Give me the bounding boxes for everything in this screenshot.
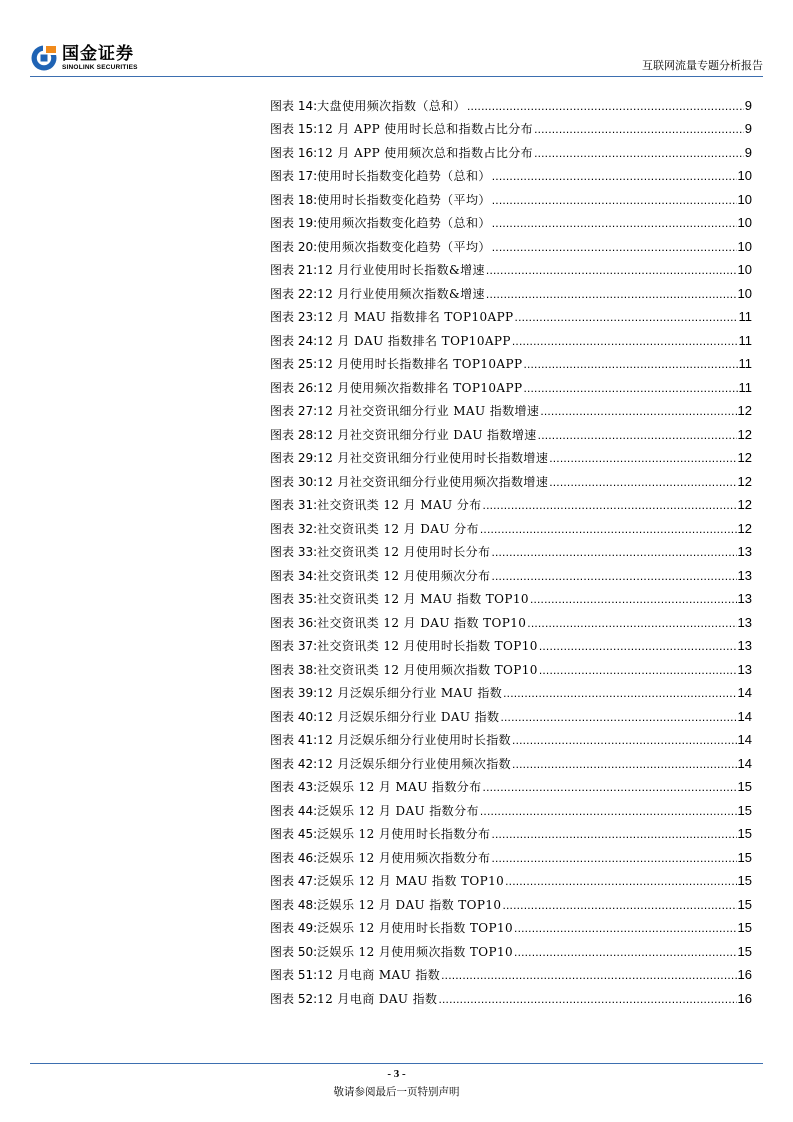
toc-entry[interactable]: [270, 893, 752, 917]
toc-entry-leader: [480, 522, 737, 536]
toc-entry-page: 15: [737, 943, 752, 959]
toc-entry-title: 社交资讯类 12 月使用频次指数 TOP10: [317, 662, 538, 677]
toc-entry[interactable]: [270, 564, 752, 588]
toc-entry[interactable]: [270, 353, 752, 377]
toc-entry-page: 14: [737, 755, 752, 771]
toc-entry-leader: [549, 451, 736, 465]
toc-entry-title: 社交资讯类 12 月 DAU 指数 TOP10: [317, 615, 527, 630]
toc-entry-leader: [492, 193, 737, 207]
toc-entry[interactable]: [270, 823, 752, 847]
toc-entry-leader: [492, 216, 737, 230]
toc-entry-title: 使用频次指数变化趋势（平均）: [317, 239, 491, 254]
toc-entry-leader: [515, 310, 738, 324]
toc-entry-leader: [540, 404, 736, 418]
toc-entry-leader: [538, 428, 737, 442]
toc-entry-title: 泛娱乐 12 月使用时长指数 TOP10: [317, 921, 514, 936]
toc-entry-leader: [539, 663, 737, 677]
logo-chinese-name: 国金证券: [62, 44, 134, 64]
toc-entry-label: 图表 30:: [270, 474, 318, 489]
company-logo: [30, 44, 160, 74]
toc-entry-title: 社交资讯类 12 月使用时长分布: [317, 545, 491, 560]
toc-entry-label: 图表 16:: [270, 145, 318, 160]
toc-entry[interactable]: [270, 729, 752, 753]
toc-entry[interactable]: [270, 705, 752, 729]
toc-entry-label: 图表 33:: [270, 545, 318, 560]
toc-entry-page: 13: [737, 661, 752, 677]
toc-entry[interactable]: [270, 611, 752, 635]
toc-entry[interactable]: [270, 846, 752, 870]
toc-entry-leader: [514, 921, 736, 935]
toc-entry-label: 图表 45:: [270, 827, 318, 842]
toc-entry-title: 12 月 APP 使用频次总和指数占比分布: [317, 145, 534, 160]
toc-entry-leader: [492, 240, 737, 254]
toc-entry-label: 图表 31:: [270, 498, 318, 513]
toc-entry[interactable]: [270, 752, 752, 776]
toc-entry-page: 15: [737, 873, 752, 889]
toc-entry-title: 12 月 DAU 指数排名 TOP10APP: [317, 333, 511, 348]
toc-entry-leader: [491, 569, 736, 583]
toc-entry-label: 图表 40:: [270, 709, 318, 724]
toc-entry-label: 图表 24:: [270, 333, 318, 348]
toc-entry[interactable]: [270, 235, 752, 259]
toc-entry-leader: [534, 122, 744, 136]
toc-entry-title: 12 月使用时长指数排名 TOP10APP: [317, 357, 523, 372]
toc-entry-leader: [514, 945, 736, 959]
toc-entry[interactable]: [270, 94, 752, 118]
toc-entry-label: 图表 38:: [270, 662, 318, 677]
toc-entry-page: 10: [737, 191, 752, 207]
toc-entry-page: 14: [737, 685, 752, 701]
toc-entry-page: 12: [737, 497, 752, 513]
toc-entry-page: 15: [737, 826, 752, 842]
toc-entry-leader: [505, 874, 736, 888]
toc-entry-page: 11: [738, 332, 752, 348]
toc-entry-page: 9: [744, 144, 752, 160]
toc-entry-page: 16: [737, 967, 752, 983]
toc-entry-leader: [480, 804, 737, 818]
toc-entry-leader: [512, 334, 738, 348]
toc-entry-label: 图表 48:: [270, 897, 318, 912]
toc-entry-page: 9: [744, 97, 752, 113]
toc-entry-page: 12: [737, 426, 752, 442]
toc-entry-title: 12 月泛娱乐细分行业 MAU 指数: [317, 686, 503, 701]
toc-entry-label: 图表 46:: [270, 850, 318, 865]
toc-entry-label: 图表 14:: [270, 98, 318, 113]
sinolink-logo-icon: [30, 44, 58, 72]
toc-entry-title: 泛娱乐 12 月 DAU 指数 TOP10: [317, 897, 502, 912]
toc-entry-label: 图表 25:: [270, 357, 318, 372]
toc-entry[interactable]: [270, 517, 752, 541]
toc-entry-leader: [539, 639, 737, 653]
toc-entry-title: 12 月 MAU 指数排名 TOP10APP: [317, 310, 514, 325]
toc-entry-leader: [483, 498, 737, 512]
toc-entry-title: 社交资讯类 12 月使用时长指数 TOP10: [317, 639, 538, 654]
toc-entry-label: 图表 32:: [270, 521, 318, 536]
toc-entry-page: 11: [738, 379, 752, 395]
toc-entry-label: 图表 15:: [270, 122, 318, 137]
toc-entry-title: 12 月行业使用频次指数&增速: [317, 286, 485, 301]
toc-entry-leader: [492, 169, 737, 183]
toc-entry-label: 图表 37:: [270, 639, 318, 654]
toc-entry-page: 11: [738, 356, 752, 372]
table-of-figures: [270, 94, 752, 1011]
toc-entry[interactable]: [270, 141, 752, 165]
toc-entry-page: 10: [737, 215, 752, 231]
toc-entry-page: 12: [737, 473, 752, 489]
toc-entry-title: 12 月泛娱乐细分行业使用频次指数: [317, 756, 512, 771]
toc-entry-title: 12 月社交资讯细分行业使用时长指数增速: [317, 451, 549, 466]
toc-entry-title: 12 月泛娱乐细分行业使用时长指数: [317, 733, 512, 748]
footer-divider: [30, 1063, 763, 1064]
toc-entry[interactable]: [270, 259, 752, 283]
toc-entry-leader: [500, 710, 736, 724]
toc-entry-leader: [503, 686, 736, 700]
toc-entry-label: 图表 39:: [270, 686, 318, 701]
toc-entry-title: 泛娱乐 12 月使用频次指数 TOP10: [317, 944, 514, 959]
toc-entry-leader: [491, 827, 736, 841]
toc-entry-label: 图表 28:: [270, 427, 318, 442]
toc-entry-leader: [512, 733, 737, 747]
toc-entry[interactable]: [270, 987, 752, 1011]
toc-entry-title: 社交资讯类 12 月 MAU 分布: [317, 498, 482, 513]
toc-entry-title: 12 月泛娱乐细分行业 DAU 指数: [317, 709, 500, 724]
toc-entry[interactable]: [270, 494, 752, 518]
toc-entry-label: 图表 50:: [270, 944, 318, 959]
toc-entry-title: 12 月电商 MAU 指数: [317, 968, 441, 983]
toc-entry-page: 9: [744, 121, 752, 137]
toc-entry-label: 图表 42:: [270, 756, 318, 771]
toc-entry[interactable]: [270, 447, 752, 471]
toc-entry[interactable]: [270, 400, 752, 424]
toc-entry[interactable]: [270, 917, 752, 941]
toc-entry-page: 12: [737, 403, 752, 419]
toc-entry-label: 图表 19:: [270, 216, 318, 231]
header-divider: [30, 76, 763, 77]
toc-entry-page: 13: [737, 614, 752, 630]
toc-entry-leader: [527, 616, 736, 630]
toc-entry-page: 11: [738, 309, 752, 325]
toc-entry-title: 12 月使用频次指数排名 TOP10APP: [317, 380, 523, 395]
toc-entry-label: 图表 36:: [270, 615, 318, 630]
toc-entry-page: 14: [737, 732, 752, 748]
toc-entry[interactable]: [270, 940, 752, 964]
toc-entry-leader: [534, 146, 744, 160]
toc-entry-page: 15: [737, 896, 752, 912]
toc-entry-label: 图表 52:: [270, 991, 318, 1006]
toc-entry-label: 图表 27:: [270, 404, 318, 419]
toc-entry[interactable]: [270, 964, 752, 988]
page-header: [0, 0, 793, 80]
toc-entry[interactable]: [270, 799, 752, 823]
toc-entry[interactable]: [270, 376, 752, 400]
toc-entry-page: 13: [737, 638, 752, 654]
toc-entry-leader: [523, 381, 737, 395]
toc-entry-title: 社交资讯类 12 月使用频次分布: [317, 568, 491, 583]
toc-entry-title: 12 月社交资讯细分行业使用频次指数增速: [317, 474, 549, 489]
toc-entry[interactable]: [270, 682, 752, 706]
toc-entry-title: 泛娱乐 12 月使用时长指数分布: [317, 827, 491, 842]
toc-entry-title: 大盘使用频次指数（总和）: [317, 98, 466, 113]
toc-entry-page: 10: [737, 168, 752, 184]
toc-entry-title: 社交资讯类 12 月 DAU 分布: [317, 521, 479, 536]
toc-entry-title: 社交资讯类 12 月 MAU 指数 TOP10: [317, 592, 529, 607]
toc-entry-page: 15: [737, 779, 752, 795]
toc-entry-label: 图表 35:: [270, 592, 318, 607]
toc-entry-label: 图表 43:: [270, 780, 318, 795]
toc-entry-page: 13: [737, 567, 752, 583]
toc-entry-page: 13: [737, 591, 752, 607]
toc-entry-page: 10: [737, 238, 752, 254]
toc-entry-label: 图表 20:: [270, 239, 318, 254]
toc-entry[interactable]: [270, 635, 752, 659]
toc-entry-label: 图表 21:: [270, 263, 318, 278]
toc-entry[interactable]: [270, 282, 752, 306]
toc-entry-leader: [491, 545, 736, 559]
toc-entry-title: 12 月行业使用时长指数&增速: [317, 263, 485, 278]
toc-entry-title: 12 月社交资讯细分行业 MAU 指数增速: [317, 404, 540, 419]
toc-entry[interactable]: [270, 212, 752, 236]
report-title: 互联网流量专题分析报告: [642, 59, 763, 72]
toc-entry-leader: [483, 780, 737, 794]
toc-entry[interactable]: [270, 329, 752, 353]
toc-entry-leader: [438, 992, 736, 1006]
toc-entry-title: 12 月社交资讯细分行业 DAU 指数增速: [317, 427, 537, 442]
toc-entry-leader: [549, 475, 736, 489]
toc-entry-leader: [467, 99, 744, 113]
toc-entry-label: 图表 49:: [270, 921, 318, 936]
toc-entry-leader: [491, 851, 736, 865]
toc-entry-title: 12 月 APP 使用时长总和指数占比分布: [317, 122, 534, 137]
toc-entry-label: 图表 29:: [270, 451, 318, 466]
toc-entry-leader: [486, 263, 737, 277]
toc-entry-label: 图表 17:: [270, 169, 318, 184]
toc-entry-label: 图表 47:: [270, 874, 318, 889]
toc-entry[interactable]: [270, 541, 752, 565]
toc-entry-label: 图表 22:: [270, 286, 318, 301]
toc-entry-leader: [523, 357, 737, 371]
toc-entry-title: 12 月电商 DAU 指数: [317, 991, 438, 1006]
toc-entry-label: 图表 34:: [270, 568, 318, 583]
toc-entry-label: 图表 44:: [270, 803, 318, 818]
page-number: - 3 -: [387, 1068, 406, 1080]
toc-entry-page: 12: [737, 520, 752, 536]
logo-english-name: SINOLINK SECURITIES: [62, 64, 138, 71]
toc-entry-label: 图表 51:: [270, 968, 318, 983]
toc-entry-page: 10: [737, 262, 752, 278]
toc-entry-title: 泛娱乐 12 月 MAU 指数分布: [317, 780, 482, 795]
toc-entry-page: 10: [737, 285, 752, 301]
toc-entry-leader: [502, 898, 736, 912]
toc-entry[interactable]: [270, 188, 752, 212]
toc-entry[interactable]: [270, 306, 752, 330]
toc-entry-page: 16: [737, 990, 752, 1006]
toc-entry[interactable]: [270, 470, 752, 494]
toc-entry[interactable]: [270, 658, 752, 682]
toc-entry-title: 使用频次指数变化趋势（总和）: [317, 216, 491, 231]
toc-entry-title: 泛娱乐 12 月使用频次指数分布: [317, 850, 491, 865]
toc-entry-label: 图表 41:: [270, 733, 318, 748]
toc-entry[interactable]: [270, 165, 752, 189]
toc-entry-leader: [512, 757, 737, 771]
toc-entry-label: 图表 23:: [270, 310, 318, 325]
toc-entry-page: 15: [737, 920, 752, 936]
toc-entry-page: 12: [737, 450, 752, 466]
toc-entry-title: 泛娱乐 12 月 MAU 指数 TOP10: [317, 874, 505, 889]
footer-disclaimer: 敬请参阅最后一页特别声明: [333, 1086, 460, 1098]
toc-entry[interactable]: [270, 870, 752, 894]
toc-entry-page: 15: [737, 849, 752, 865]
toc-entry-title: 使用时长指数变化趋势（平均）: [317, 192, 491, 207]
toc-entry[interactable]: [270, 118, 752, 142]
toc-entry-title: 使用时长指数变化趋势（总和）: [317, 169, 491, 184]
toc-entry[interactable]: [270, 776, 752, 800]
toc-entry-label: 图表 26:: [270, 380, 318, 395]
toc-entry-leader: [486, 287, 737, 301]
toc-entry-page: 13: [737, 544, 752, 560]
toc-entry-title: 泛娱乐 12 月 DAU 指数分布: [317, 803, 479, 818]
toc-entry-page: 14: [737, 708, 752, 724]
toc-entry-label: 图表 18:: [270, 192, 318, 207]
toc-entry-leader: [530, 592, 737, 606]
toc-entry[interactable]: [270, 423, 752, 447]
toc-entry-leader: [441, 968, 736, 982]
toc-entry-page: 15: [737, 802, 752, 818]
toc-entry[interactable]: [270, 588, 752, 612]
